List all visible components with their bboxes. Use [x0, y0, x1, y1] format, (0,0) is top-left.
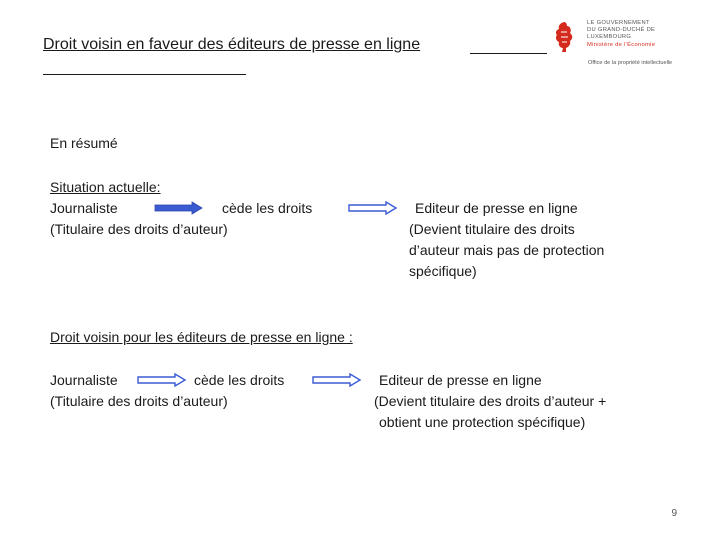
logo-line-3: Ministère de l'Économie [587, 41, 656, 48]
logo-line-2: DU GRAND-DUCHÉ DE LUXEMBOURG [587, 27, 656, 41]
page-number: 9 [671, 508, 677, 519]
current-left-line-2: (Titulaire des droits d’auteur) [50, 221, 228, 237]
current-situation-heading: Situation actuelle: [50, 179, 161, 195]
logo-office: Office de la propriété intellectuelle [588, 60, 673, 66]
red-lion-icon [553, 20, 575, 54]
neighbouring-right-line-2: (Devient titulaire des droits d’auteur + [374, 393, 607, 409]
arrow-right-icon [154, 201, 204, 215]
summary-heading: En résumé [50, 135, 118, 151]
logo-line-1: LE GOUVERNEMENT [587, 20, 650, 26]
current-right-line-3: d’auteur mais pas de protection [409, 242, 605, 258]
current-left-line-1: Journaliste [50, 200, 118, 216]
logo-text [587, 20, 693, 49]
arrow-right-outline-icon [137, 373, 187, 387]
neighbouring-right-line-3: obtient une protection spécifique) [379, 414, 586, 430]
neighbouring-left-line-1: Journaliste [50, 372, 118, 388]
title-underline-extension [470, 53, 547, 54]
slide-title: Droit voisin en faveur des éditeurs de presse en ligne [43, 36, 421, 53]
current-right-line-2: (Devient titulaire des droits [409, 221, 575, 237]
neighbouring-middle-text: cède les droits [194, 372, 285, 388]
arrow-right-outline-icon [312, 373, 362, 387]
neighbouring-left-line-2: (Titulaire des droits d’auteur) [50, 393, 228, 409]
neighbouring-right-line-1: Editeur de presse en ligne [379, 372, 542, 388]
current-middle-text: cède les droits [222, 200, 313, 216]
title-underline-second [43, 74, 246, 75]
current-right-line-1: Editeur de presse en ligne [415, 200, 578, 216]
arrow-right-outline-icon [348, 201, 398, 215]
neighbouring-right-heading: Droit voisin pour les éditeurs de presse en ligne : [50, 329, 353, 345]
current-right-line-4: spécifique) [409, 263, 477, 279]
government-logo [553, 20, 693, 70]
